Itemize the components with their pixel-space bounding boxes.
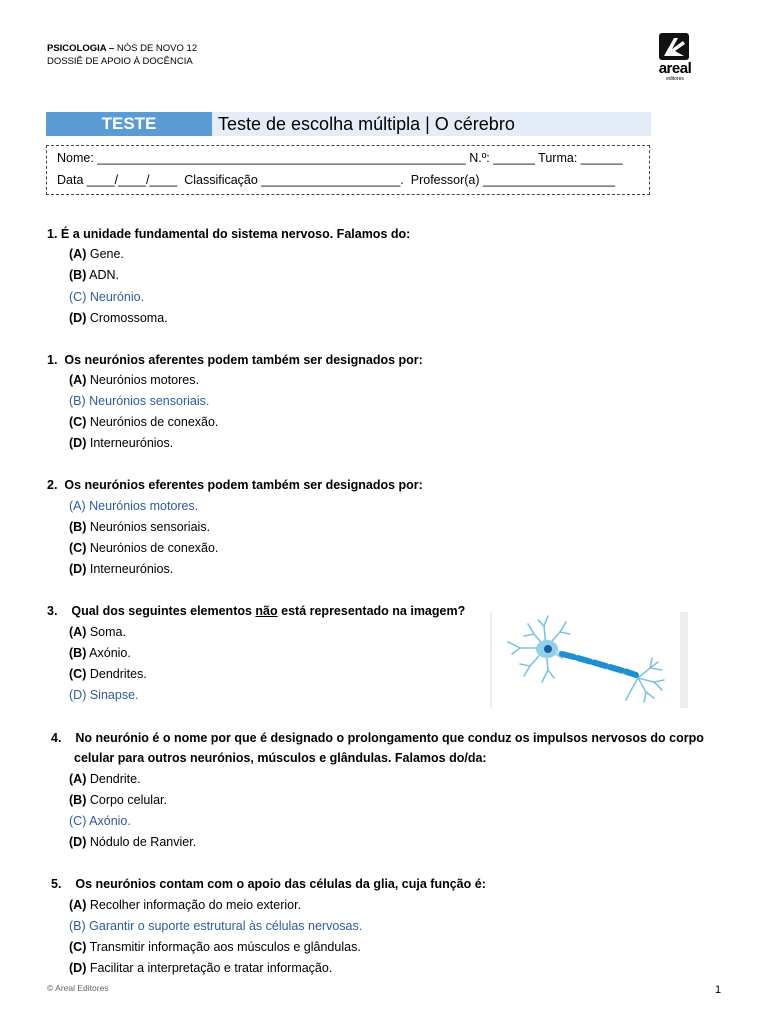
question-number: 3. <box>47 604 58 618</box>
option-a: (A) Dendrite. <box>69 772 141 786</box>
option-c-answer: (C) Neurónio. <box>69 290 145 304</box>
question-text: Os neurónios contam com o apoio das células da glia, cuja função é: <box>75 877 486 891</box>
question-text-after: está representado na imagem? <box>277 604 466 618</box>
question-5 <box>51 730 704 746</box>
question-number: 2. <box>47 478 58 492</box>
option-d: (D) Nódulo de Ranvier. <box>69 835 197 849</box>
question-3 <box>47 477 423 493</box>
footer-copyright: © Areal Editores <box>47 983 109 993</box>
header-subject <box>47 43 197 55</box>
question-text-before: Qual dos seguintes elementos <box>71 604 256 618</box>
option-b-answer: (B) Garantir o suporte estrutural às células nervosas. <box>69 919 363 933</box>
question-1 <box>47 226 410 242</box>
neuron-illustration <box>490 612 688 708</box>
question-text: É a unidade fundamental do sistema nervoso. Falamos do: <box>60 227 411 241</box>
option-b: (B) Neurónios sensoriais. <box>69 520 211 534</box>
logo-wordmark: areal <box>658 60 692 77</box>
option-c-answer: (C) Axónio. <box>69 814 131 828</box>
question-text-line1: No neurónio é o nome por que é designado o prolongamento que conduz os impulsos nervosos do corpo <box>75 731 704 745</box>
option-c: (C) Neurónios de conexão. <box>69 541 219 555</box>
question-number: 1. <box>47 353 58 367</box>
option-c: (C) Dendrites. <box>69 667 147 681</box>
question-number: 4. <box>51 731 62 745</box>
book-label: NÓS DE NOVO 12 <box>116 43 198 54</box>
question-text: Os neurónios eferentes podem também ser designados por: <box>64 478 423 492</box>
header-subtitle: DOSSIÊ DE APOIO À DOCÊNCIA <box>47 56 193 67</box>
neuron-icon <box>490 612 680 708</box>
question-number: 5. <box>51 877 62 891</box>
option-d: (D) Facilitar a interpretação e tratar informação. <box>69 961 333 975</box>
option-c: (C) Transmitir informação aos músculos e glândulas. <box>69 940 361 954</box>
option-a-answer: (A) Neurónios motores. <box>69 499 199 513</box>
option-a: (A) Neurónios motores. <box>69 373 199 387</box>
subject-label: PSICOLOGIA – <box>47 43 115 54</box>
option-d: (D) Interneurónios. <box>69 562 174 576</box>
page-number: 1 <box>715 984 722 996</box>
form-line-date: Data ____/____/____ Classificação ____________________. Professor(a) ___________________ <box>57 173 616 187</box>
test-title: Teste de escolha múltipla | O cérebro <box>218 114 515 134</box>
test-badge: TESTE <box>46 112 212 136</box>
option-b-answer: (B) Neurónios sensoriais. <box>69 394 210 408</box>
question-2 <box>47 352 423 368</box>
question-6 <box>51 876 486 892</box>
option-c: (C) Neurónios de conexão. <box>69 415 219 429</box>
option-d-answer: (D) Sinapse. <box>69 688 139 702</box>
logo-subtext: editores <box>666 76 684 82</box>
option-a: (A) Recolher informação do meio exterior. <box>69 898 302 912</box>
publisher-logo <box>645 32 705 84</box>
option-b: (B) ADN. <box>69 268 120 282</box>
option-d: (D) Interneurónios. <box>69 436 174 450</box>
option-a: (A) Gene. <box>69 247 124 261</box>
question-5-line2: celular para outros neurónios, músculos e glândulas. Falamos do/da: <box>74 751 487 765</box>
question-text-underlined: não <box>255 604 278 618</box>
option-a: (A) Soma. <box>69 625 126 639</box>
question-4 <box>47 603 465 619</box>
option-b: (B) Axónio. <box>69 646 131 660</box>
option-d: (D) Cromossoma. <box>69 311 168 325</box>
question-text: Os neurónios aferentes podem também ser designados por: <box>64 353 423 367</box>
option-b: (B) Corpo celular. <box>69 793 167 807</box>
form-line-name: Nome: _____________________________________________________ N.º: ______ Turma: ______ <box>57 151 623 165</box>
question-number: 1. <box>47 227 58 241</box>
